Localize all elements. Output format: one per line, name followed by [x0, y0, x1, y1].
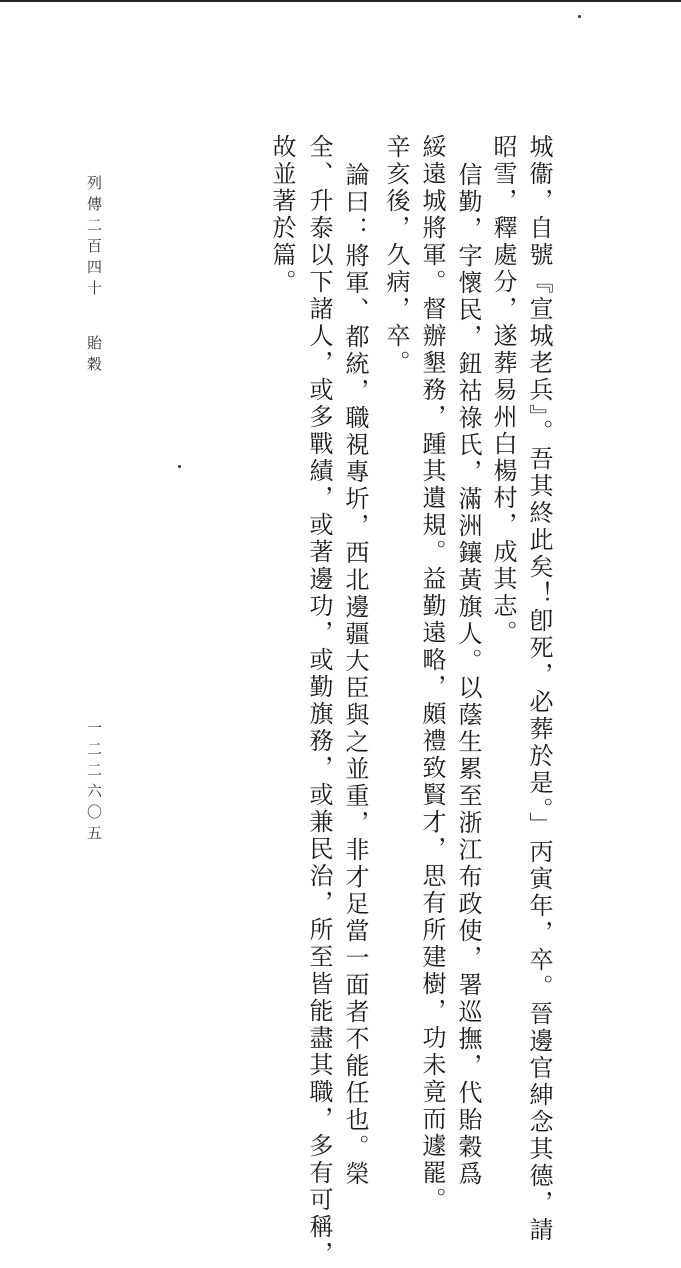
- body-column-1: 城衞，自號『宣城老兵』。吾其終此矣！卽死，必葬於是。」丙寅年，卒。晉邊官紳念其德，請: [525, 134, 553, 1244]
- body-column-2: 昭雪，釋處分，遂葬易州白楊村，成其志。: [489, 134, 517, 647]
- chapter-header: 列傳二百四十: [85, 175, 103, 301]
- body-column-6: 論曰：將軍、都統，職視專圻，西北邊疆大臣與之並重，非才足當一面者不能任也。榮: [341, 162, 369, 1188]
- body-column-3: 信勤，字懷民，鈕祜祿氏，滿洲鑲黃旗人。以蔭生累至浙江布政使，署巡撫，代貽穀爲: [454, 162, 482, 1188]
- body-column-5: 辛亥後，久病，卒。: [382, 134, 410, 377]
- page-number: 一二二六〇五: [85, 720, 103, 846]
- print-speck: [178, 465, 181, 468]
- subject-header: 貽穀: [85, 335, 103, 377]
- body-column-7: 全、升泰以下諸人，或多戰績，或著邊功，或勤旗務，或兼民治，所至皆能盡其職，多有可稱，: [305, 134, 333, 1268]
- print-speck: [578, 15, 581, 18]
- body-column-4: 綏遠城將軍。督辦墾務，踵其遺規。益勤遠略，頗禮致賢才，思有所建樹，功未竟而遽罷。: [418, 134, 446, 1214]
- body-column-8: 故並著於篇。: [268, 134, 296, 296]
- top-border-line: [0, 0, 681, 2]
